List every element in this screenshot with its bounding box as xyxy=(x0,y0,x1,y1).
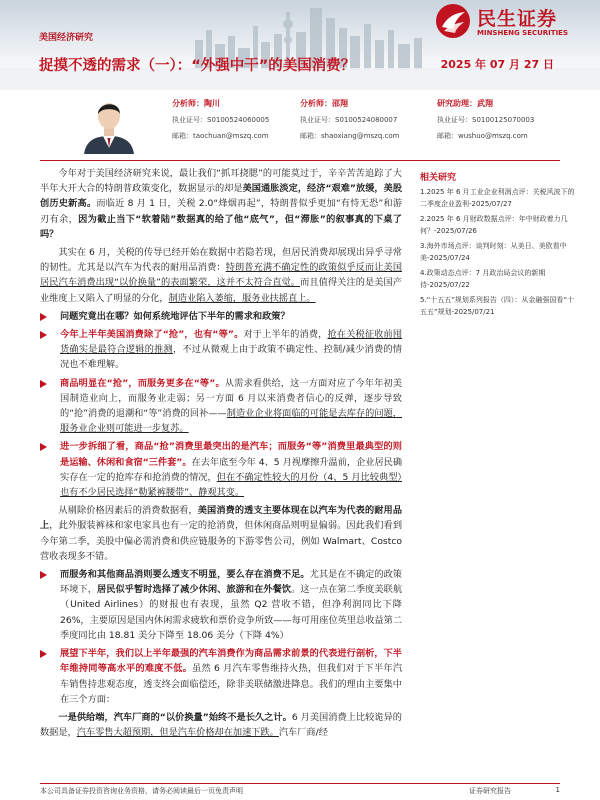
related-research-item[interactable]: 2.2025 年 6 月财政数据点评：年中财政着力几何？-2025/07/26 xyxy=(420,215,568,235)
paragraph-real-consumption: 从剔除价格因素后的消费数据看，美国消费的透支主要体现在以汽车为代表的耐用品上，此外服装裤袜和家电家具也有一定的抢消费，但休闲商品则明显偏弱。因此我们看到今年第二季，美股中偏必需消费和供应链服务的下游零售公司，例如 Walmart、Costco 营收表现多不错。 xyxy=(40,505,403,562)
bullet-outlook: 展望下半年，我们以上半年最强的汽车消费作为商品需求前景的代表进行剖析，下半年维持同等高水平的难度不低。虽然 6 月汽车零售维持火热，但我们对于下半年汽车销售持悲观态度，透支终会面临偿还，除非美联储激进降息。我们的理由主要集中在三个方面： xyxy=(40,646,402,707)
report-type-label: 美国经济研究 xyxy=(39,33,94,43)
logo-text-en: MINSHENG SECURITIES xyxy=(477,29,568,37)
related-research-item[interactable]: 1.2025 年 6 月工业企业利润点评：关税风波下的二季度企业盈利-2025/07/27 xyxy=(420,188,575,208)
related-research-item[interactable]: 3.海外市场点评：谈判时刻：从美日、美欧看中美-2025/07/24 xyxy=(420,242,567,262)
analyst-3-name: 研究助理：武翔 xyxy=(437,99,493,108)
analyst-1-name: 分析师：陶川 xyxy=(172,99,220,108)
footer-disclaimer: 本公司具备证券投资咨询业务资格，请务必阅读最后一页免责声明 xyxy=(40,787,243,795)
analyst-3 xyxy=(437,96,534,144)
paragraph-supply-side: 一是供给端，汽车厂商的“以价换量”始终不是长久之计。6 月美国消费上比较诡异的数据是，汽车零售大超预期，但是汽车价格却在加速下跌。汽车厂商/经 xyxy=(40,711,402,739)
related-research-title: 相关研究 xyxy=(420,173,457,183)
bullet-question: 问题究竟出在哪？如何系统地评估下半年的需求和政策？ xyxy=(40,309,402,324)
paragraph-durables: 其实在 6 月，关税的传导已经开始在数据中若隐若现，但居民消费却展现出异乎寻常的韧性。尤其是以汽车为代表的耐用品消费：特朗普充满不确定性的政策似乎反而让美国居民汽车消费出现“以价换量”的表面繁荣，这并不太符合直觉。而且值得关注的是美国产业维度上又陷入了明显的分化，制造业陷入萎缩，服务业扶摇直上。 xyxy=(40,247,403,304)
header-divider xyxy=(40,160,560,161)
bullet-marker-icon xyxy=(40,313,47,321)
footer-report-label: 证券研究报告 xyxy=(469,787,511,795)
footer-divider xyxy=(40,783,560,784)
related-research-sidebar xyxy=(420,170,580,321)
page-footer xyxy=(40,786,560,798)
bullet-autos-and-leisure: 进一步拆细了看，商品“抢”消费里最突出的是汽车；而服务“等”消费里最典型的则是运输、休闲和食宿“三件套”。在去年底至今年 4、5 月视摩擦升温前，企业居民确实存在一定的抢库存和抢消费的情况，但在不确定性较大的月份（4、5 月比较典型）也有不少居民选择“勒紧裤腰带”、静观其变。 xyxy=(40,439,402,500)
analyst-2-cert: 执业证号：S0100524080007 xyxy=(300,116,398,124)
analyst-2-email[interactable]: 邮箱：shaoxiang@mszq.com xyxy=(300,132,400,140)
paragraph-intro: 今年对于美国经济研究来说，最让我们“抓耳挠腮”的可能莫过于，辛辛苦苦追踪了大半年大开大合的特朗普政策变化，数据显示的却是美国通胀淡定，经济“艰难”放缓，美股创历史新高。而临近 8 月 1 日，关税 2.0“烽烟再起”，特朗普似乎更加“有恃无恐”和游刃有余，因为截止当下“软着陆”数据真的给了他“底气”，但“滞胀”的叙事真的下桌了吗？ xyxy=(40,168,403,240)
report-body xyxy=(40,166,402,743)
minsheng-logo-icon xyxy=(435,3,471,39)
report-title: 捉摸不透的需求（一）：“外强中干”的美国消费？ xyxy=(39,58,356,74)
analyst-photo xyxy=(80,92,138,154)
bullet-marker-icon xyxy=(40,331,47,339)
header-banner xyxy=(0,0,600,90)
related-research-item[interactable]: 5.“十五五”规划系列报告（四）：从金融强国看“十五五”规划-2025/07/21 xyxy=(420,296,575,316)
analyst-3-email[interactable]: 邮箱：wushuo@mszq.com xyxy=(437,132,528,140)
analyst-2 xyxy=(300,96,399,144)
report-date: 2025 年 07 月 27 日 xyxy=(440,58,554,71)
bullet-marker-icon xyxy=(40,650,47,658)
page-number: 1 xyxy=(555,786,560,794)
analyst-3-cert: 执业证号：S0100125070003 xyxy=(437,116,535,124)
bullet-marker-icon xyxy=(40,443,47,451)
analyst-1-email[interactable]: 邮箱：taochuan@mszq.com xyxy=(172,132,269,140)
logo-text-cn: 民生证券 xyxy=(477,8,558,30)
bullet-marker-icon xyxy=(40,380,47,388)
analyst-2-name: 分析师：邵翔 xyxy=(300,99,348,108)
company-logo xyxy=(435,3,590,43)
bullet-marker-icon xyxy=(40,571,47,579)
bullet-grab-and-wait: 今年上半年美国消费除了“抢”，也有“等”。对于上半年的消费，抢在关税征收前囤货确实是最符合逻辑的推测，不过从微观上由于政策不确定性、控制/减少消费的情况也不难理解。 xyxy=(40,327,402,373)
analyst-1 xyxy=(172,96,269,144)
bullet-goods-vs-services: 商品明显在“抢”，而服务更多在“等”。从需求看供给，这一方面对应了今年年初美国制造业向上，而服务业走弱；另一方面 6 月以来消费者信心的反弹，逐步导致的“抢”消费的退潮和“等”消费的回补——制造业企业将面临的可能是去库存的问题，服务业企业则可能进一步复苏。 xyxy=(40,376,402,437)
bullet-services-underconsumption: 而服务和其他商品消则要么透支不明显，要么存在消费不足。尤其是在不确定的政策环境下，居民似乎暂时选择了减少休闲、旅游和在外餐饮。这一点在第二季度美联航（United Airlines）的财报也有表现，虽然 Q2 营收不错，但净利润同比下降 26%，主要原因是国内休闲需求疲软和票价竞争所致——每可用座位英里总收益第二季度同比由 18.81 美分下降至 18.06 美分（下降 4%） xyxy=(40,567,402,643)
related-research-item[interactable]: 4.政策动态点评：7 月政治局会议的新期待-2025/07/22 xyxy=(420,269,546,289)
analyst-1-cert: 执业证号：S0100524060005 xyxy=(172,116,270,124)
